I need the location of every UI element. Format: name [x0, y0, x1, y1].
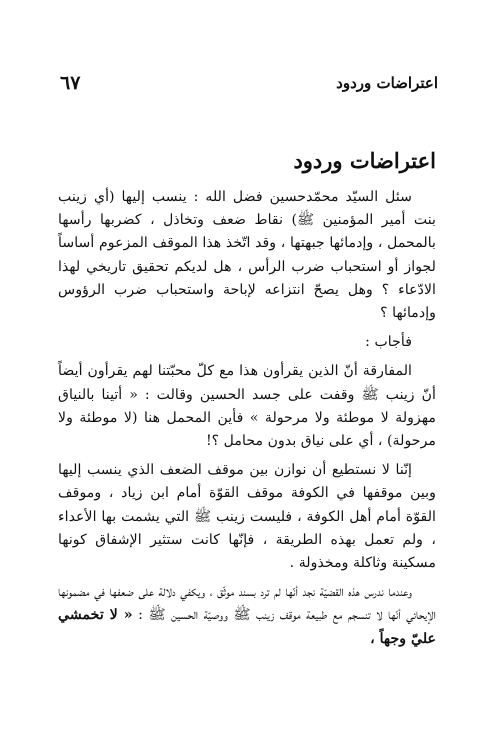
paragraph: [58, 581, 436, 651]
running-title: اعتراضات وردود: [336, 74, 438, 92]
quote-text: « لا تخمشي عليّ وجهاً ،: [58, 607, 436, 647]
paragraph-text: وعندما ندرس هذه القضيّة نجد أنّها لم ترد بسند موثّق ، ويكفي دلالة على ضعفها في مضمونها الإيحائي أنّها لا تنسجم مع طبيعة موقف زينب ﷺ ووصيّة الحسين ﷺ :: [58, 584, 436, 624]
paragraph: إنّنا لا نستطيع أن نوازن بين موقف الضعف الذي ينسب إليها وبين موقفها في الكوفة موقف القوّة أمام ابن زياد ، وموقف القوّة أمام أهل الكوفة ، فليست زينب ﷺ التي يشمت بها الأعداء ، ولم تعمل بهذه الطريقة ، فإنّها كانت ستثير الإشفاق كونها مسكينة وثاكلة ومخذولة .: [58, 462, 436, 572]
body-text: [58, 186, 436, 657]
page-number: ٦٧: [60, 72, 81, 94]
paragraph: المفارقة أنّ الذين يقرأون هذا مع كلّ محبّتنا لهم يقرأون أيضاً أنّ زينب ﷺ وقفت على جسد الحسين وقالت : « أتينا بالنياق مهزولة لا موطئة ولا مرحولة » فأين المحمل هنا (لا موطئة ولا مرحولة) ، أي على نياق بدون محامل ؟!: [58, 363, 436, 450]
page-title: اعتراضات وردود: [293, 148, 436, 173]
page-header: [60, 74, 438, 100]
paragraph: سئل السيّد محمّدحسين فضل الله : ينسب إليها (أي زينب بنت أمير المؤمنين ﷺ) نقاط ضعف وتخاذل ، كضربها رأسها بالمحمل ، وإدمائها جبهتها ، وقد اتّخذ هذا الموقف المزعوم أساساً لجواز أو استحباب ضرب الرأس ، هل لديكم تحقيق تاريخي لهذا الادّعاء ؟ وهل يصحّ انتزاعه لإباحة واستحباب ضرب الرؤوس وإدمائها ؟: [58, 189, 436, 322]
paragraph: فأجاب :: [365, 334, 412, 351]
